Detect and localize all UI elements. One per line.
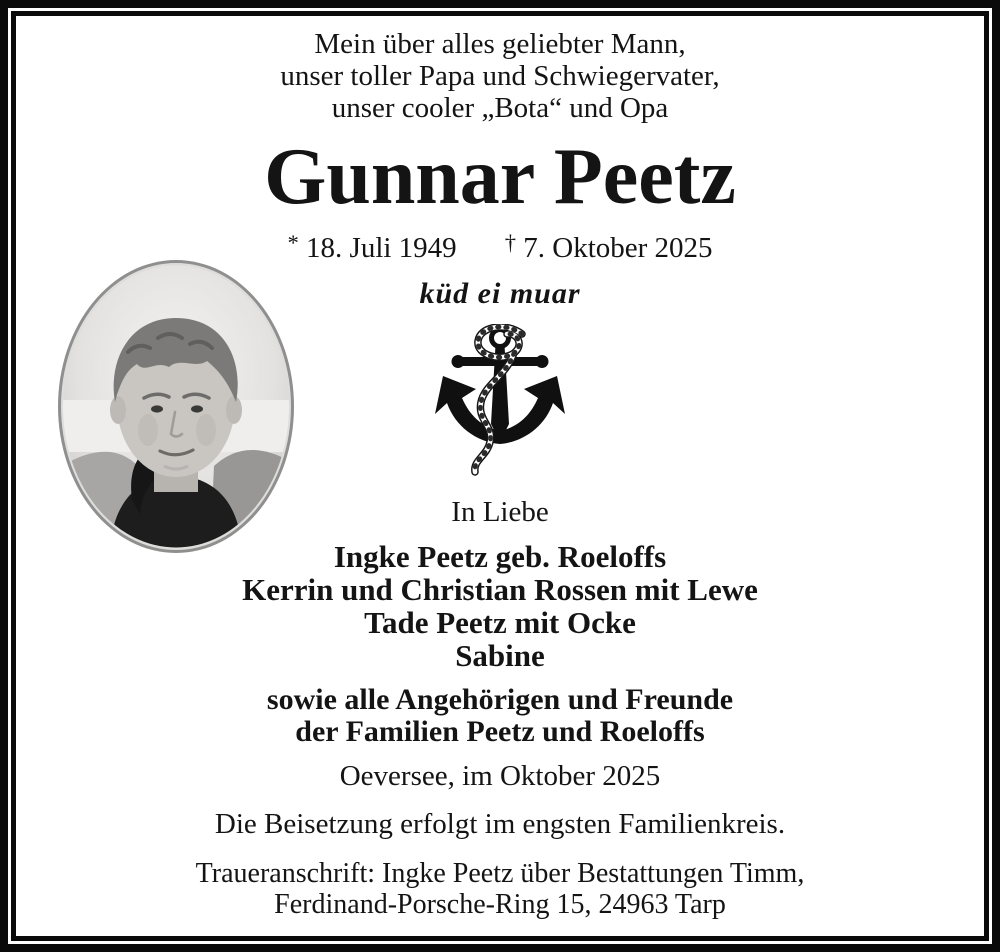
funeral-note-text: Die Beisetzung erfolgt im engsten Familienkreis.: [214, 808, 786, 840]
relatives-line-2: der Familien Peetz und Roeloffs: [295, 715, 705, 748]
birth-date: [287, 232, 456, 264]
anchor-icon-image: [428, 324, 572, 476]
birth-symbol: *: [287, 230, 299, 255]
intro-line-1: Mein über alles geliebter Mann,: [314, 28, 686, 60]
mourning-address: [0, 858, 1000, 920]
deceased-name: Gunnar Peetz: [264, 133, 736, 221]
mourner-names: [0, 540, 1000, 672]
place-date-text: Oeversee, im Oktober 2025: [339, 760, 661, 792]
mourner-line-3: Tade Peetz mit Ocke: [364, 605, 636, 640]
mourner-line-4: Sabine: [455, 638, 545, 673]
mourner-line-1: Ingke Peetz geb. Roeloffs: [333, 539, 667, 574]
motto-text: küd ei muar: [419, 277, 581, 310]
address-line-2: Ferdinand-Porsche-Ring 15, 24963 Tarp: [274, 889, 726, 920]
death-date-text: 7. Oktober 2025: [523, 232, 713, 265]
intro-lines: [0, 28, 1000, 124]
death-symbol: †: [504, 230, 516, 255]
mourner-line-2: Kerrin und Christian Rossen mit Lewe: [242, 572, 758, 607]
relatives-lines: [0, 684, 1000, 748]
intro-line-2: unser toller Papa und Schwiegervater,: [280, 60, 720, 92]
intro-line-3: unser cooler „Bota“ und Opa: [331, 92, 669, 124]
death-date: [505, 232, 713, 264]
birth-date-text: 18. Juli 1949: [306, 232, 457, 265]
salutation-text: In Liebe: [451, 496, 549, 528]
address-line-1: Traueranschrift: Ingke Peetz über Bestattungen Timm,: [195, 858, 805, 889]
relatives-line-1: sowie alle Angehörigen und Freunde: [266, 683, 734, 716]
anchor-with-rope-icon: [428, 324, 572, 476]
